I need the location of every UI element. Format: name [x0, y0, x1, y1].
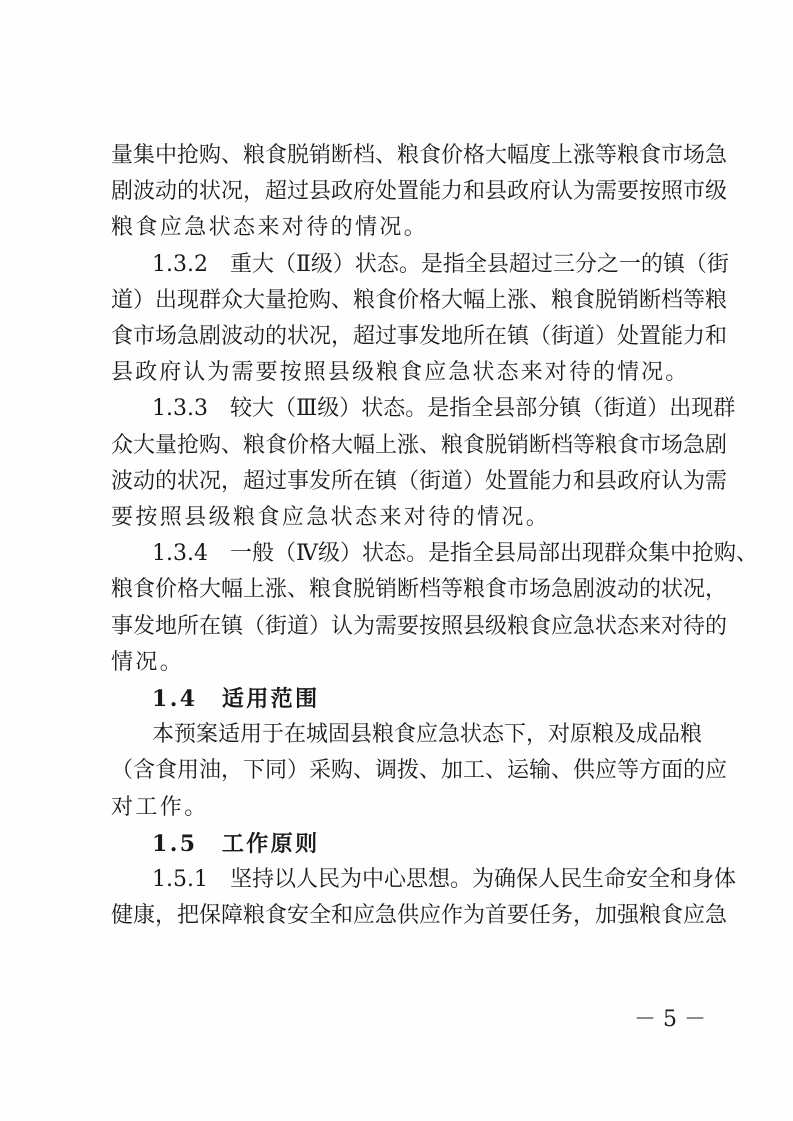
text-line-3: 粮食应急状态来对待的情况。	[111, 215, 429, 240]
section-1-3-4-line-1: 1.3.4 一般（Ⅳ级）状态。是指全县局部出现群众集中抢购、	[152, 541, 758, 566]
section-1-5-heading: 1.5 工作原则	[152, 831, 320, 857]
text-line-5: 道）出现群众大量抢购、粮食价格大幅上涨、粮食脱销断档等粮	[111, 288, 728, 313]
text-line-11: 要按照县级粮食应急状态来对待的情况。	[111, 505, 551, 530]
text-line-19: 对工作。	[111, 795, 209, 820]
page-number: － 5 －	[634, 1007, 706, 1032]
text-line-22: 健康，把保障粮食安全和应急供应作为首要任务，加强粮食应急	[111, 903, 728, 928]
text-line-18: （含食用油，下同）采购、调拨、加工、运输、供应等方面的应	[111, 758, 728, 783]
text-line-10: 波动的状况，超过事发所在镇（街道）处置能力和县政府认为需	[111, 469, 728, 494]
text-line-9: 众大量抢购、粮食价格大幅上涨、粮食脱销断档等粮食市场急剧	[111, 433, 728, 458]
text-line-7: 县政府认为需要按照县级粮食应急状态来对待的情况。	[111, 360, 690, 385]
text-line-6: 食市场急剧波动的状况，超过事发地所在镇（街道）处置能力和	[111, 324, 728, 349]
text-line-17: 本预案适用于在城固县粮食应急状态下，对原粮及成品粮	[152, 722, 703, 747]
text-line-14: 事发地所在镇（街道）认为需要按照县级粮食应急状态来对待的	[111, 614, 728, 639]
text-line-2: 剧波动的状况，超过县政府处置能力和县政府认为需要按照市级	[111, 179, 728, 204]
section-1-3-2-line-1: 1.3.2 重大（Ⅱ级）状态。是指全县超过三分之一的镇（街	[152, 252, 729, 277]
section-1-3-3-line-1: 1.3.3 较大（Ⅲ级）状态。是指全县部分镇（街道）出现群	[152, 396, 736, 421]
text-line-13: 粮食价格大幅上涨、粮食脱销断档等粮食市场急剧波动的状况，	[111, 577, 728, 602]
section-1-5-1-line-1: 1.5.1 坚持以人民为中心思想。为确保人民生命安全和身体	[152, 867, 736, 892]
text-line-1: 量集中抢购、粮食脱销断档、粮食价格大幅度上涨等粮食市场急	[111, 143, 728, 168]
text-line-15: 情况。	[111, 650, 185, 675]
section-1-4-heading: 1.4 适用范围	[152, 686, 320, 712]
